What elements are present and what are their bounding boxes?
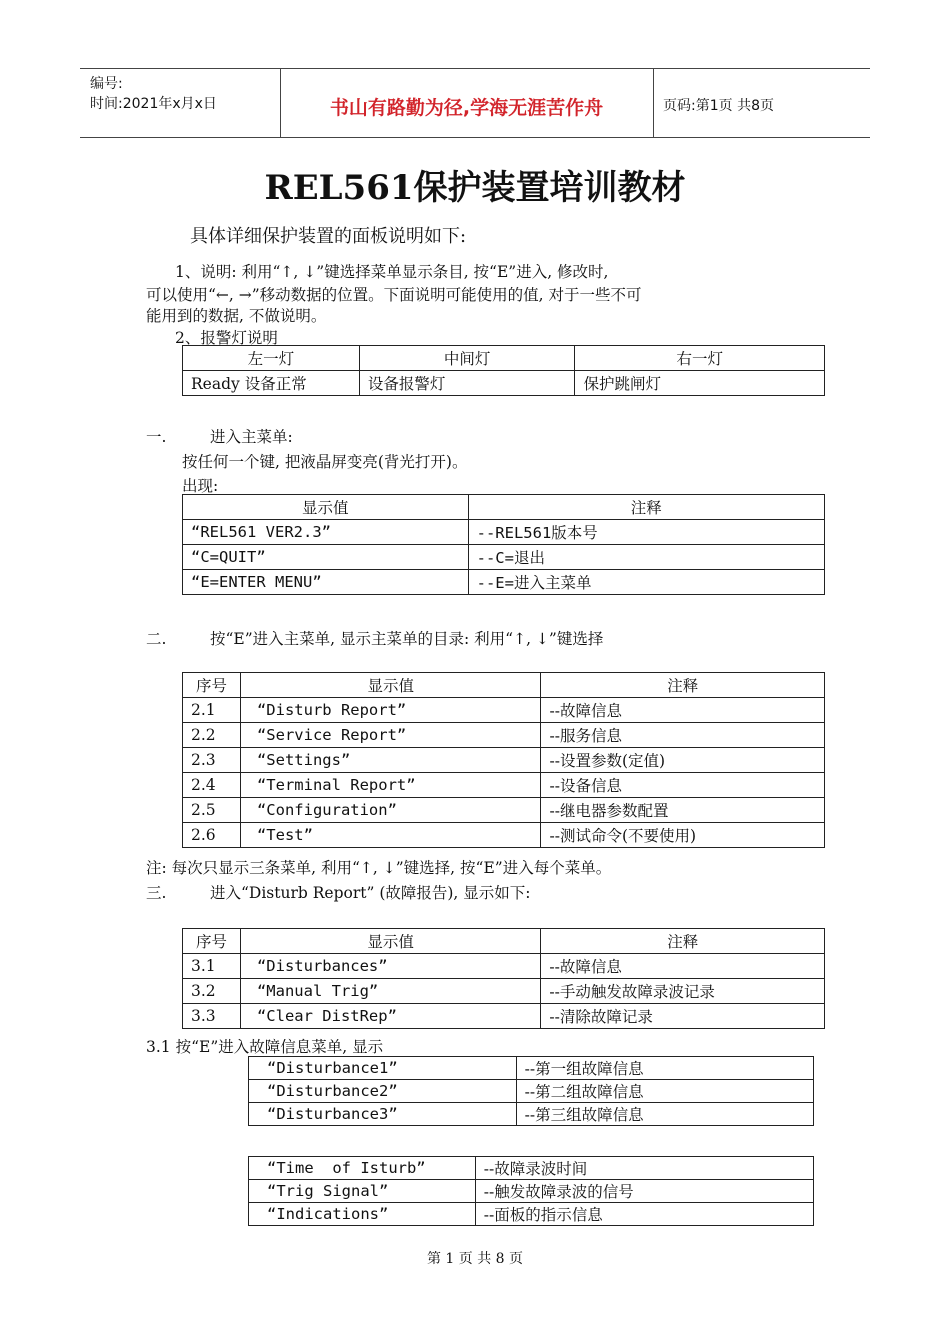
alarm-light-table bbox=[182, 345, 825, 396]
table-cell: “Manual Trig” bbox=[240, 979, 540, 1004]
table-cell: “Disturbance1” bbox=[249, 1057, 517, 1080]
table-cell: --设置参数(定值) bbox=[541, 748, 825, 773]
table-row bbox=[183, 798, 825, 823]
table-cell: --服务信息 bbox=[541, 723, 825, 748]
table-header-cell: 中间灯 bbox=[359, 346, 575, 371]
table-header-row bbox=[183, 346, 825, 371]
sec2-table bbox=[182, 672, 825, 848]
table-header-row bbox=[183, 495, 825, 520]
table-cell: --第三组故障信息 bbox=[516, 1103, 813, 1126]
sec3-table bbox=[182, 928, 825, 1029]
table-cell: 3.3 bbox=[183, 1004, 241, 1029]
table-cell: 2.4 bbox=[183, 773, 241, 798]
sec2-heading: 按“E”进入主菜单, 显示主菜单的目录: 利用“↑, ↓”键选择 bbox=[210, 630, 604, 648]
sec1-heading: 进入主菜单: bbox=[210, 428, 293, 446]
table-cell: 设备报警灯 bbox=[359, 371, 575, 396]
table-cell: --C=退出 bbox=[468, 545, 824, 570]
table-row bbox=[183, 954, 825, 979]
table-cell: 2.3 bbox=[183, 748, 241, 773]
table-cell: “REL561 VER2.3” bbox=[183, 520, 469, 545]
table-header-row bbox=[183, 673, 825, 698]
table-cell: “Settings” bbox=[240, 748, 541, 773]
table-header-cell: 显示值 bbox=[240, 673, 541, 698]
sec2-number: 二. bbox=[146, 630, 167, 648]
table-cell: “Indications” bbox=[249, 1203, 476, 1226]
page-title: REL561保护装置培训教材 bbox=[264, 168, 686, 208]
table-row bbox=[183, 823, 825, 848]
table-row bbox=[183, 773, 825, 798]
table-cell: “Disturb Report” bbox=[240, 698, 541, 723]
table-row bbox=[183, 1004, 825, 1029]
table-cell: --设备信息 bbox=[541, 773, 825, 798]
table-header-cell: 显示值 bbox=[240, 929, 540, 954]
table-row bbox=[249, 1203, 814, 1226]
table-cell: --故障信息 bbox=[541, 698, 825, 723]
table-cell: “Configuration” bbox=[240, 798, 541, 823]
table-cell: 3.1 bbox=[183, 954, 241, 979]
table-cell: “Time of Isturb” bbox=[249, 1157, 476, 1180]
table-cell: 2.5 bbox=[183, 798, 241, 823]
table-cell: “Clear DistRep” bbox=[240, 1004, 540, 1029]
table-cell: Ready 设备正常 bbox=[183, 371, 360, 396]
table-header-row bbox=[183, 929, 825, 954]
table-row bbox=[183, 723, 825, 748]
table-cell: --手动触发故障录波记录 bbox=[541, 979, 825, 1004]
table-cell: --第一组故障信息 bbox=[516, 1057, 813, 1080]
para1-line1: 1、说明: 利用“↑, ↓”键选择菜单显示条目, 按“E”进入, 修改时, bbox=[175, 263, 609, 281]
table-header-cell: 左一灯 bbox=[183, 346, 360, 371]
table-row bbox=[183, 545, 825, 570]
sec3-sub-heading: 3.1 按“E”进入故障信息菜单, 显示 bbox=[146, 1038, 384, 1056]
page-header bbox=[80, 68, 870, 138]
table-cell: “Disturbance3” bbox=[249, 1103, 517, 1126]
table-header-cell: 序号 bbox=[183, 673, 241, 698]
table-row bbox=[183, 979, 825, 1004]
table-cell: --第二组故障信息 bbox=[516, 1080, 813, 1103]
table-header-cell: 右一灯 bbox=[575, 346, 825, 371]
header-motto: 书山有路勤为径,学海无涯苦作舟 bbox=[329, 97, 604, 119]
table-row bbox=[249, 1157, 814, 1180]
table-row bbox=[183, 520, 825, 545]
table-cell: --触发故障录波的信号 bbox=[475, 1180, 813, 1203]
table-cell: --REL561版本号 bbox=[468, 520, 824, 545]
table-row bbox=[249, 1057, 814, 1080]
table-row bbox=[183, 570, 825, 595]
table-cell: --故障录波时间 bbox=[475, 1157, 813, 1180]
sec2-note: 注: 每次只显示三条菜单, 利用“↑, ↓”键选择, 按“E”进入每个菜单。 bbox=[146, 859, 612, 877]
table-cell: “Terminal Report” bbox=[240, 773, 541, 798]
alarm-heading: 2、报警灯说明 bbox=[175, 329, 278, 347]
header-meta-cell bbox=[80, 69, 281, 137]
sec1-line2: 出现: bbox=[182, 477, 219, 495]
table-cell: --面板的指示信息 bbox=[475, 1203, 813, 1226]
header-motto-cell bbox=[280, 69, 654, 137]
table-header-cell: 注释 bbox=[541, 929, 825, 954]
sec1-table bbox=[182, 494, 825, 595]
table-row bbox=[249, 1103, 814, 1126]
table-cell: “Service Report” bbox=[240, 723, 541, 748]
document-number-label: 编号: bbox=[90, 76, 123, 92]
table-row bbox=[183, 698, 825, 723]
intro-text: 具体详细保护装置的面板说明如下: bbox=[190, 226, 467, 247]
table-row bbox=[183, 748, 825, 773]
header-page-label: 页码:第1页 共8页 bbox=[663, 98, 774, 114]
table-row bbox=[249, 1180, 814, 1203]
disturbance-detail-table bbox=[248, 1156, 814, 1226]
para1-line3: 能用到的数据, 不做说明。 bbox=[146, 307, 327, 325]
sec1-number: 一. bbox=[146, 428, 167, 446]
document-time-label: 时间:2021年x月x日 bbox=[90, 96, 217, 112]
table-header-cell: 注释 bbox=[541, 673, 825, 698]
table-header-cell: 序号 bbox=[183, 929, 241, 954]
table-cell: --清除故障记录 bbox=[541, 1004, 825, 1029]
table-cell: “Disturbance2” bbox=[249, 1080, 517, 1103]
table-cell: 3.2 bbox=[183, 979, 241, 1004]
table-cell: “Test” bbox=[240, 823, 541, 848]
table-header-cell: 显示值 bbox=[183, 495, 469, 520]
para1-line2: 可以使用“←, →”移动数据的位置。下面说明可能使用的值, 对于一些不可 bbox=[146, 286, 642, 304]
table-row bbox=[183, 371, 825, 396]
table-cell: “C=QUIT” bbox=[183, 545, 469, 570]
table-cell: 2.6 bbox=[183, 823, 241, 848]
page-footer: 第 1 页 共 8 页 bbox=[426, 1251, 524, 1267]
sec1-line1: 按任何一个键, 把液晶屏变亮(背光打开)。 bbox=[182, 453, 468, 471]
table-cell: “Disturbances” bbox=[240, 954, 540, 979]
sec3-heading: 进入“Disturb Report” (故障报告), 显示如下: bbox=[210, 884, 531, 902]
table-cell: 2.1 bbox=[183, 698, 241, 723]
table-cell: --继电器参数配置 bbox=[541, 798, 825, 823]
table-cell: --E=进入主菜单 bbox=[468, 570, 824, 595]
header-page-cell bbox=[653, 69, 870, 137]
table-cell: “E=ENTER MENU” bbox=[183, 570, 469, 595]
table-row bbox=[249, 1080, 814, 1103]
table-cell: 保护跳闸灯 bbox=[575, 371, 825, 396]
table-cell: “Trig Signal” bbox=[249, 1180, 476, 1203]
sec3-number: 三. bbox=[146, 884, 167, 902]
table-header-cell: 注释 bbox=[468, 495, 824, 520]
table-cell: --故障信息 bbox=[541, 954, 825, 979]
disturbance-list-table bbox=[248, 1056, 814, 1126]
table-cell: --测试命令(不要使用) bbox=[541, 823, 825, 848]
table-cell: 2.2 bbox=[183, 723, 241, 748]
